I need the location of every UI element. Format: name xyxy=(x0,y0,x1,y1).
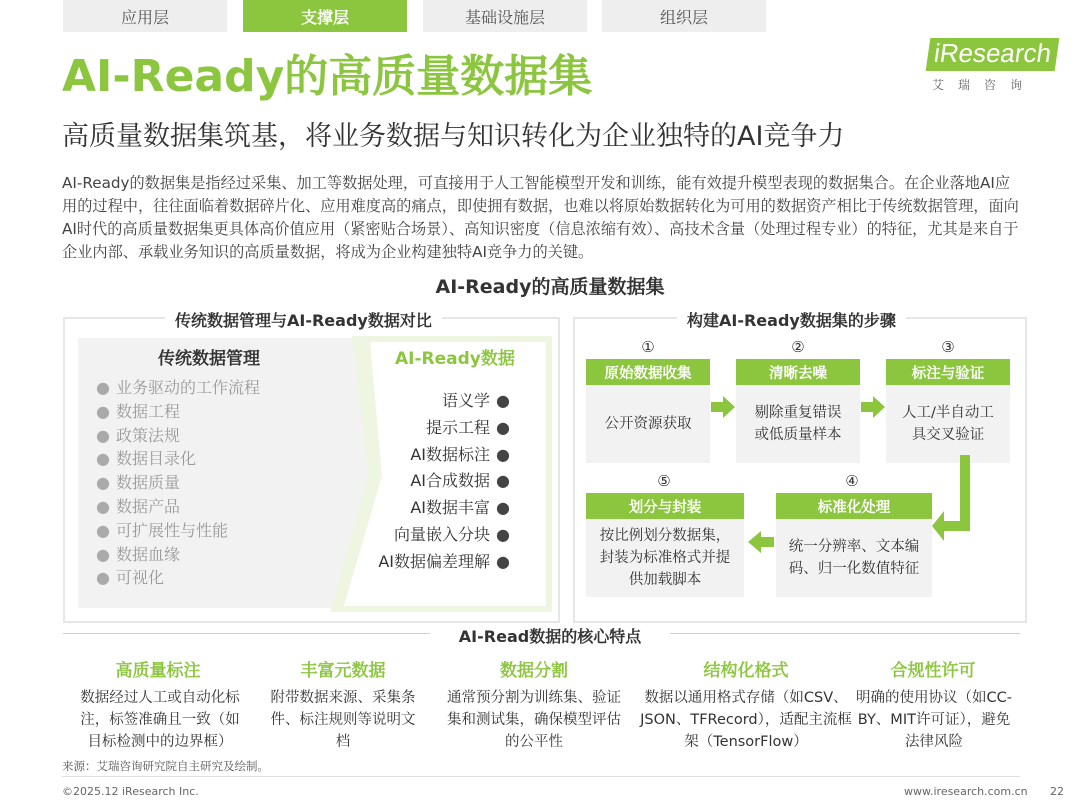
step-body: 公开资源获取 xyxy=(604,416,692,432)
step-number: ③ xyxy=(941,338,955,356)
step-title: 标注与验证 xyxy=(886,359,1010,385)
tab-support-layer[interactable]: 支撑层 xyxy=(243,0,407,32)
step-number: ④ xyxy=(845,472,859,490)
ai-ready-item: AI合成数据 ● xyxy=(410,471,510,491)
traditional-item: ● 政策法规 xyxy=(96,425,180,445)
traditional-item: ● 数据目录化 xyxy=(96,449,196,469)
ai-ready-item: AI数据偏差理解 ● xyxy=(378,551,510,571)
intro-paragraph: AI-Ready的数据集是指经过采集、加工等数据处理，可直接用于人工智能模型开发和训练，能有效提升模型表现的数据集合。在企业落地AI应用的过程中，往往面临着数据碎片化、应用难度高的痛点，即使拥有数据，也难以将原始数据转化为可用的数据资产相比于传统数据管理，面向AI时代的高质量数据集更具体高价值应用（紧密贴合场景）、高知识密度（信息浓缩有效）、高技术含量（处理过程专业）的特征，尤其是来自于企业内部、承载业务知识的高质量数据，将成为企业构建独特AI竞争力的关键。 xyxy=(62,174,1019,261)
ai-ready-title: AI-Ready数据 xyxy=(395,349,515,369)
page-number: 22 xyxy=(1050,785,1064,798)
step-4-box xyxy=(776,493,932,597)
step-body: 剔除重复错误或低质量样本 xyxy=(754,405,842,443)
iresearch-logo xyxy=(928,36,1054,94)
footer-divider xyxy=(62,776,1020,777)
traditional-item: ● 可视化 xyxy=(96,568,164,588)
traditional-item: ● 业务驱动的工作流程 xyxy=(96,378,260,397)
page-subtitle: 高质量数据集筑基，将业务数据与知识转化为企业独特的AI竞争力 xyxy=(62,121,845,152)
step-5-box xyxy=(586,493,744,597)
feature-title: 结构化格式 xyxy=(703,661,789,681)
feature-body: 明确的使用协议（如CC-BY、MIT许可证），避免法律风险 xyxy=(856,690,1012,750)
step-3-box xyxy=(886,359,1010,463)
traditional-item: ● 数据血缘 xyxy=(96,544,180,564)
logo-wordmark: iResearch xyxy=(926,38,1060,71)
feature-body: 数据以通用格式存储（如CSV、JSON、TFRecord），适配主流框架（TensorFlow） xyxy=(640,690,852,750)
step-title: 清晰去噪 xyxy=(736,359,860,385)
traditional-item: ● 数据工程 xyxy=(96,401,180,421)
feature-body: 附带数据来源、采集条件、标注规则等说明文档 xyxy=(270,690,416,750)
step-body: 统一分辨率、文本编码、归一化数值特征 xyxy=(788,539,920,577)
traditional-list xyxy=(96,376,260,590)
step-body: 人工/半自动工具交叉验证 xyxy=(902,405,994,443)
arrow-left-icon xyxy=(748,530,774,554)
step-title: 标准化处理 xyxy=(776,493,932,519)
ai-ready-item: 向量嵌入分块 ● xyxy=(394,524,510,544)
step-1-box xyxy=(586,359,710,463)
step-body: 按比例划分数据集，封装为标准格式并提供加载脚本 xyxy=(599,528,731,588)
arrow-turn-icon xyxy=(930,455,980,550)
ai-ready-item: 语义学 ● xyxy=(442,391,510,410)
step-title: 划分与封装 xyxy=(586,493,744,519)
step-number: ② xyxy=(791,338,805,356)
arrow-right-icon xyxy=(861,395,885,419)
feature-title: 高质量标注 xyxy=(115,661,201,681)
comparison-title: 传统数据管理与AI-Ready数据对比 xyxy=(165,308,442,331)
footer-url[interactable]: www.iresearch.com.cn xyxy=(904,785,1028,798)
footer-copyright: ©2025.12 iResearch Inc. xyxy=(62,785,199,798)
feature-title: 合规性许可 xyxy=(890,661,976,681)
step-title: 原始数据收集 xyxy=(586,359,710,385)
main-heading: AI-Ready的高质量数据集 xyxy=(435,276,665,298)
feature-title: 丰富元数据 xyxy=(300,661,386,681)
step-2-box xyxy=(736,359,860,463)
arrow-right-icon xyxy=(711,395,735,419)
features-title: AI-Read数据的核心特点 xyxy=(458,627,642,646)
step-number: ① xyxy=(641,338,655,356)
source-note: 来源：艾瑞咨询研究院自主研究及绘制。 xyxy=(62,759,269,773)
traditional-item: ● 可扩展性与性能 xyxy=(96,520,228,540)
ai-ready-item: AI数据标注 ● xyxy=(410,444,510,464)
traditional-title: 传统数据管理 xyxy=(158,349,260,369)
ai-ready-item: 提示工程 ● xyxy=(426,417,510,437)
step-number: ⑤ xyxy=(657,472,671,490)
tab-organization-layer[interactable]: 组织层 xyxy=(602,0,766,32)
traditional-item: ● 数据质量 xyxy=(96,473,180,493)
ai-ready-list xyxy=(378,388,510,576)
feature-body: 通常预分割为训练集、验证集和测试集，确保模型评估的公平性 xyxy=(447,690,621,750)
feature-body: 数据经过人工或自动化标注，标签准确且一致（如目标检测中的边界框） xyxy=(80,690,240,750)
steps-title: 构建AI-Ready数据集的步骤 xyxy=(677,308,906,331)
feature-title: 数据分割 xyxy=(500,661,568,681)
traditional-item: ● 数据产品 xyxy=(96,496,180,516)
ai-ready-item: AI数据丰富 ● xyxy=(410,498,510,518)
tab-infrastructure-layer[interactable]: 基础设施层 xyxy=(423,0,587,32)
page-title: AI-Ready的高质量数据集 xyxy=(62,51,593,102)
tab-application-layer[interactable]: 应用层 xyxy=(63,0,227,32)
logo-subtitle: 艾瑞咨询 xyxy=(932,78,1037,92)
